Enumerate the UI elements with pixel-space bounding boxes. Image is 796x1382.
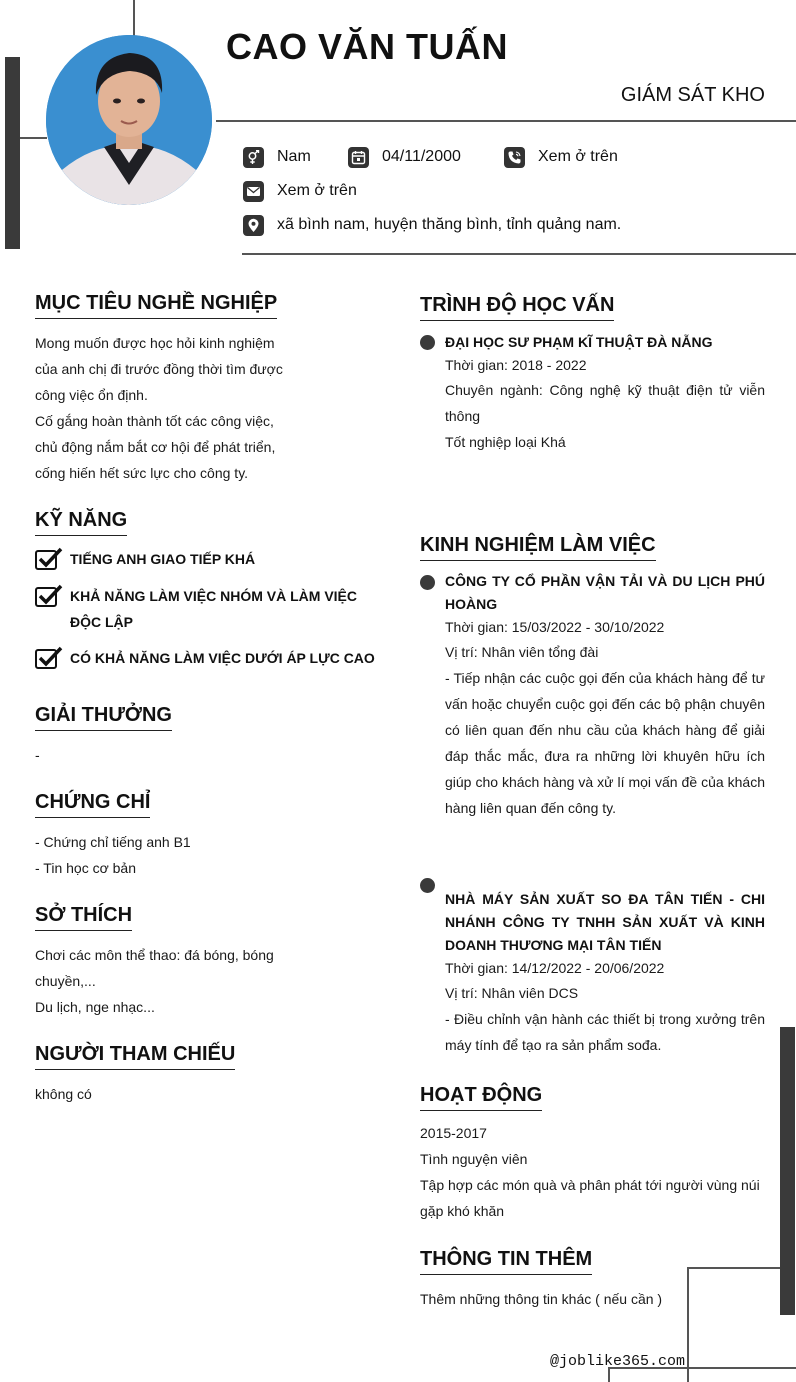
job-position: Vị trí: Nhân viên tổng đài (445, 644, 599, 660)
timeline-dot (420, 878, 435, 893)
gender-value: Nam (277, 148, 311, 165)
info-divider (242, 253, 796, 255)
location-icon (243, 215, 264, 236)
company-name: NHÀ MÁY SẢN XUẤT SO ĐA TÂN TIẾN - CHI NHÁNH CÔNG TY TNHH SẢN XUẤT VÀ KINH DOANH THƯƠNG MẠI TÂN TIẾN (445, 891, 765, 953)
header-divider (216, 120, 796, 122)
hobbies-text: Chơi các môn thể thao: đá bóng, bóng chuyền,... Du lịch, nge nhạc... (35, 947, 274, 1015)
activities-title: HOẠT ĐỘNG (420, 1084, 542, 1111)
phone-icon (504, 147, 525, 168)
job-entry (445, 888, 765, 1058)
references-text: không có (35, 1086, 92, 1102)
more-info-title: THÔNG TIN THÊM (420, 1248, 592, 1275)
address-value: xã bình nam, huyện thăng bình, tỉnh quảng nam. (277, 216, 622, 233)
job-entry (445, 570, 765, 821)
education-time: Thời gian: 2018 - 2022 (445, 357, 587, 373)
certificates-title: CHỨNG CHỈ (35, 791, 150, 818)
hobbies-title: SỞ THÍCH (35, 904, 132, 931)
gender-icon (243, 147, 264, 168)
activities-text: 2015-2017 Tình nguyện viên Tập hợp các món quà và phân phát tới người vùng núi gặp khó khăn (420, 1125, 760, 1219)
education-result: Tốt nghiệp loại Khá (445, 434, 566, 450)
watermark: @joblike365.com (550, 1353, 686, 1370)
timeline-dot (420, 575, 435, 590)
skill-item: KHẢ NĂNG LÀM VIỆC NHÓM VÀ LÀM VIỆC ĐỘC LẬP (35, 583, 385, 635)
awards-text: - (35, 747, 40, 763)
bottom-frame-vertical (687, 1267, 689, 1382)
education-major: Chuyên ngành: Công nghệ kỹ thuật điện tử viễn thông (445, 382, 765, 424)
calendar-icon (348, 147, 369, 168)
phone-value: Xem ở trên (538, 148, 618, 165)
job-time: Thời gian: 14/12/2022 - 20/06/2022 (445, 960, 665, 976)
school-name: ĐẠI HỌC SƯ PHẠM KĨ THUẬT ĐÀ NẴNG (445, 334, 713, 350)
email-value: Xem ở trên (277, 182, 357, 199)
job-time: Thời gian: 15/03/2022 - 30/10/2022 (445, 619, 665, 635)
references-title: NGƯỜI THAM CHIẾU (35, 1043, 235, 1070)
top-connector-line (133, 0, 135, 36)
email-icon (243, 181, 264, 202)
education-title: TRÌNH ĐỘ HỌC VẤN (420, 294, 614, 321)
right-accent-bar (780, 1027, 795, 1315)
bottom-frame-horizontal (687, 1267, 780, 1269)
skills-title: KỸ NĂNG (35, 509, 127, 536)
certificates-text: - Chứng chỉ tiếng anh B1 - Tin học cơ bản (35, 834, 191, 876)
checkbox-icon (35, 547, 63, 571)
candidate-name: CAO VĂN TUẤN (226, 26, 508, 67)
job-description: - Điều chỉnh vận hành các thiết bị trong xưởng trên máy tính để tạo ra sản phẩm sođa. (445, 1011, 765, 1053)
job-position: Vị trí: Nhân viên DCS (445, 985, 579, 1001)
objective-text: Mong muốn được học hỏi kinh nghiệm của anh chị đi trước đồng thời tìm được công việc ổn định. Cố gắng hoàn thành tốt các công việc, chủ động nắm bắt cơ hội để phát triển, cống hiến hết sức lực cho công ty. (35, 335, 283, 481)
more-info-text: Thêm những thông tin khác ( nếu cần ) (420, 1291, 663, 1307)
birthday-value: 04/11/2000 (382, 148, 461, 165)
checkbox-icon (35, 646, 63, 670)
education-entry (445, 331, 765, 455)
skill-item: TIẾNG ANH GIAO TIẾP KHÁ (35, 546, 385, 572)
left-connector-line (20, 137, 47, 139)
left-accent-bar (5, 57, 20, 249)
timeline-dot (420, 335, 435, 350)
job-description: - Tiếp nhận các cuộc gọi đến của khách hàng để tư vấn hoặc chuyển cuộc gọi đến các bộ phận chuyên có liên quan đến nhu cầu của khách hàng để giải đáp thắc mắc, đưa ra những lời khuyên hữu ích giúp cho khách hàng và xử lí mọi vấn đề của khách hàng liên quan đến công ty. (445, 670, 765, 816)
experience-title: KINH NGHIỆM LÀM VIỆC (420, 534, 656, 561)
awards-title: GIẢI THƯỞNG (35, 704, 172, 731)
skill-item: CÓ KHẢ NĂNG LÀM VIỆC DƯỚI ÁP LỰC CAO (35, 645, 385, 671)
checkbox-icon (35, 584, 63, 608)
company-name: CÔNG TY CỔ PHẦN VẬN TẢI VÀ DU LỊCH PHÚ HOÀNG (445, 573, 765, 612)
objective-title: MỤC TIÊU NGHỀ NGHIỆP (35, 292, 277, 319)
job-title: GIÁM SÁT KHO (620, 84, 765, 106)
profile-photo (46, 35, 212, 205)
